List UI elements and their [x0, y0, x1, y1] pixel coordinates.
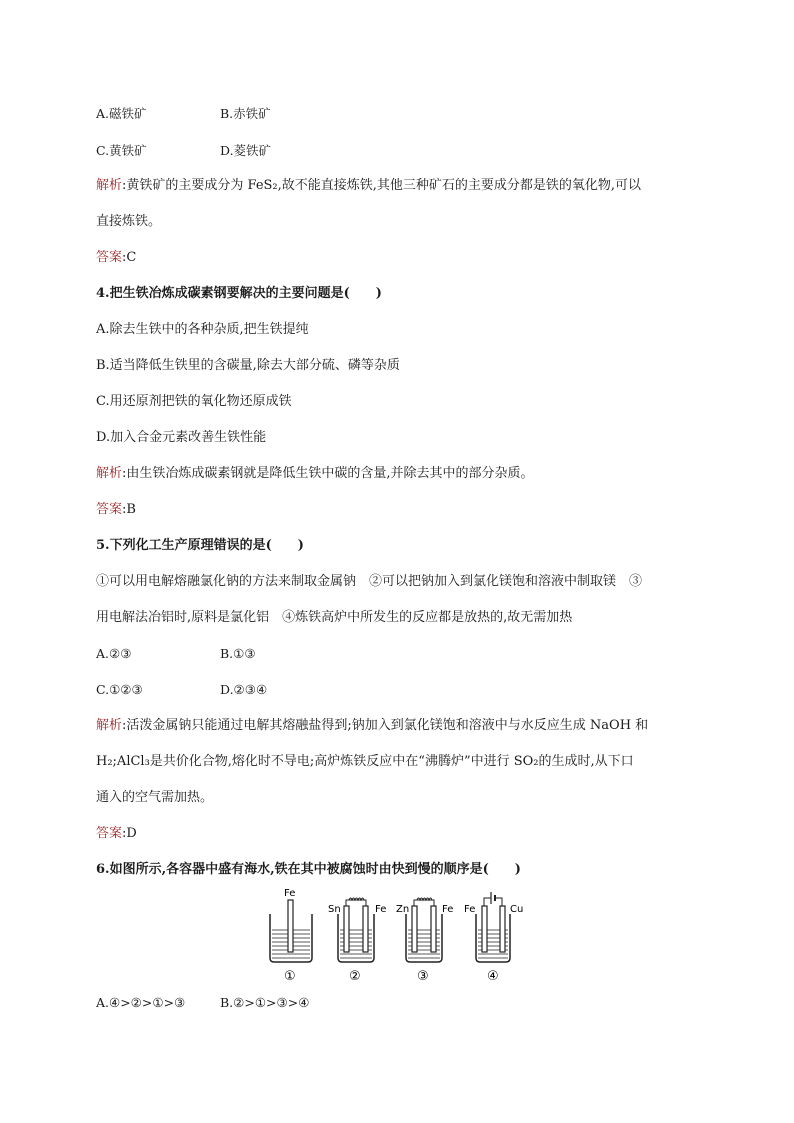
q6-option-a: A.④>②>①>③	[96, 995, 186, 1010]
q4-option-d: D.加入合金元素改善生铁性能	[96, 430, 267, 445]
beaker-4-cu-electrode	[500, 906, 505, 952]
answer-label: 答案	[96, 826, 123, 841]
q5-analysis-text: :活泼金属钠只能通过电解其熔融盐得到;钠加入到氯化镁饱和溶液中与水反应生成 NaOH 和	[122, 718, 649, 733]
beaker-2-sn-electrode	[344, 906, 349, 952]
analysis-label: 解析	[96, 466, 123, 481]
q5-stem: 5.下列化工生产原理错误的是( )	[96, 538, 304, 553]
q4-analysis-text: :由生铁冶炼成碳素钢就是降低生铁中碳的含量,并除去其中的部分杂质。	[122, 466, 534, 481]
beaker-2-left-label: Sn	[328, 904, 341, 915]
beakers-diagram	[262, 886, 534, 986]
answer-label: 答案	[96, 250, 123, 265]
beaker-2-right-label: Fe	[375, 904, 387, 915]
beaker-3	[396, 898, 453, 984]
analysis-label: 解析	[96, 718, 123, 733]
q6-option-b: B.②>①>③>④	[220, 995, 310, 1010]
q3-option-d: D.菱铁矿	[220, 143, 272, 158]
q6-stem: 6.如图所示,各容器中盛有海水,铁在其中被腐蚀时由快到慢的顺序是( )	[96, 862, 521, 877]
beaker-4-left-label: Fe	[464, 904, 476, 915]
q4-answer-value: :B	[122, 502, 136, 517]
q3-analysis-cont: 直接炼铁。	[96, 214, 162, 229]
beaker-1-electrode-label: Fe	[284, 888, 296, 899]
q4-stem: 4.把生铁冶炼成碳素钢要解决的主要问题是( )	[96, 286, 382, 301]
beaker-2-fe-electrode	[363, 906, 368, 952]
beaker-2	[328, 898, 386, 984]
corrosion-beakers-figure	[262, 886, 534, 986]
q5-option-d: D.②③④	[220, 682, 268, 697]
q4-answer	[96, 502, 136, 518]
q5-option-a: A.②③	[96, 646, 132, 661]
q4-option-b: B.适当降低生铁里的含碳量,除去大部分硫、磷等杂质	[96, 358, 400, 373]
q3-answer	[96, 250, 136, 266]
q5-option-b: B.①③	[220, 646, 256, 661]
beaker-3-fe-electrode	[431, 906, 436, 952]
beaker-4-right-label: Cu	[510, 904, 524, 915]
q4-option-a: A.除去生铁中的各种杂质,把生铁提纯	[96, 322, 309, 337]
q5-items: ①可以用电解熔融氯化钠的方法来制取金属钠 ②可以把钠加入到氯化镁饱和溶液中制取镁 ③	[96, 574, 643, 589]
beaker-3-right-label: Fe	[442, 904, 454, 915]
q5-analysis	[96, 718, 648, 734]
beaker-1	[270, 888, 312, 984]
q3-option-a: A.磁铁矿	[96, 106, 147, 121]
beaker-4-number: ④	[487, 969, 499, 984]
q3-option-b: B.赤铁矿	[220, 106, 271, 121]
q5-option-c: C.①②③	[96, 682, 143, 697]
q4-option-c: C.用还原剂把铁的氧化物还原成铁	[96, 394, 292, 409]
beaker-1-fe-electrode	[288, 900, 293, 952]
answer-label: 答案	[96, 502, 123, 517]
beaker-1-number: ①	[284, 969, 296, 984]
beaker-2-number: ②	[349, 969, 361, 984]
q5-answer-value: :D	[122, 826, 137, 841]
beaker-3-number: ③	[417, 969, 429, 984]
q3-analysis-text: :黄铁矿的主要成分为 FeS₂,故不能直接炼铁,其他三种矿石的主要成分都是铁的氧化物,可以	[122, 178, 642, 193]
q3-answer-value: :C	[122, 250, 137, 265]
q3-option-c: C.黄铁矿	[96, 143, 147, 158]
q5-analysis-cont: H₂;AlCl₃是共价化合物,熔化时不导电;高炉炼铁反应中在“沸腾炉”中进行 SO₂的生成时,从下口	[96, 754, 634, 769]
beaker-3-left-label: Zn	[396, 904, 410, 915]
beaker-3-zn-electrode	[412, 906, 417, 952]
beaker-4-fe-electrode	[482, 906, 487, 952]
q5-items-cont: 用电解法冶铝时,原料是氯化铝 ④炼铁高炉中所发生的反应都是放热的,故无需加热	[96, 610, 573, 625]
beaker-4	[464, 892, 523, 984]
q5-answer	[96, 826, 137, 842]
q5-analysis-cont2: 通入的空气需加热。	[96, 790, 214, 805]
analysis-label: 解析	[96, 178, 123, 193]
q4-analysis	[96, 466, 534, 482]
q3-analysis	[96, 178, 641, 194]
